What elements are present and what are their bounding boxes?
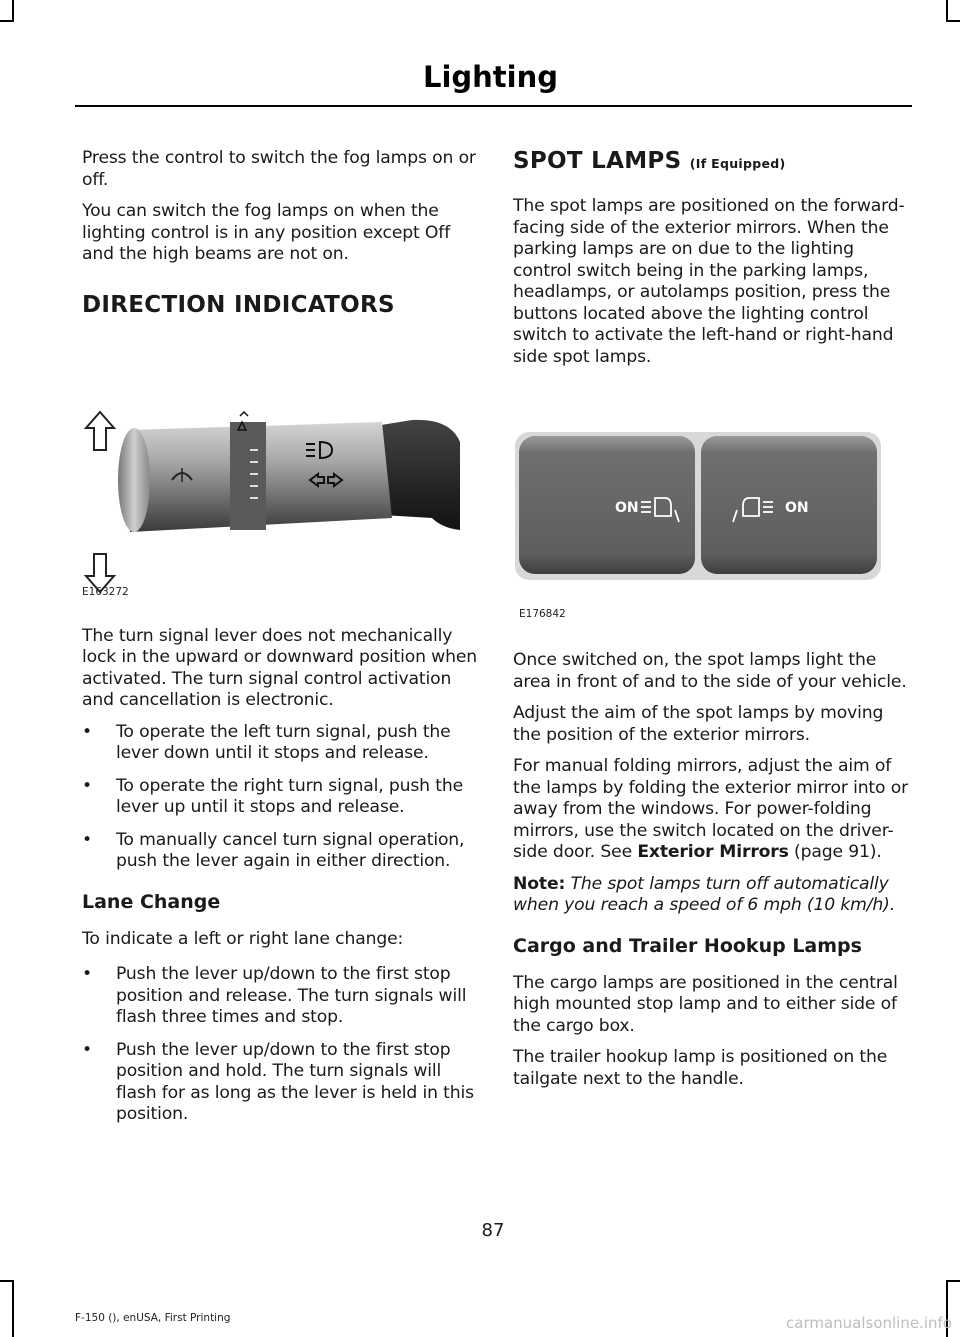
figure-code: E176842: [519, 608, 566, 620]
cargo-lamps-paragraph: The cargo lamps are positioned in the central high mounted stop lamp and to either side of the cargo box.: [513, 972, 898, 1036]
spot-lamp-buttons-figure: [513, 432, 908, 628]
watermark: carmanualsonline.info: [786, 1314, 952, 1332]
page-number: 87: [481, 1220, 505, 1241]
right-on-label: ON: [785, 500, 809, 516]
turn-signal-paragraph: The turn signal lever does not mechanically lock in the upward or downward position when activated. The turn signal control activation and cancellation is electronic.: [82, 625, 477, 710]
spot-lamp-buttons-illustration: [513, 432, 883, 582]
crop-mark: [946, 0, 948, 22]
header-divider: [75, 105, 912, 107]
crop-mark: [946, 1280, 960, 1282]
spot-lamps-light-paragraph: Once switched on, the spot lamps light the area in front of and to the side of your vehicle.: [513, 650, 907, 692]
fog-lamps-paragraph: Press the control to switch the fog lamps on or off.: [82, 148, 476, 190]
turn-signal-lever-illustration: [82, 410, 462, 594]
left-spot-lamp-button[interactable]: [519, 436, 695, 574]
lane-change-paragraph: To indicate a left or right lane change:: [82, 928, 404, 949]
cargo-lamps-heading: Cargo and Trailer Hookup Lamps: [513, 934, 862, 957]
footer-text: F-150 (), enUSA, First Printing: [75, 1312, 231, 1324]
list-item: • Push the lever up/down to the first stop position and hold. The turn signals will flash for as long as the lever is held in this position.: [82, 1039, 474, 1124]
spot-lamps-aim-paragraph: Adjust the aim of the spot lamps by moving the position of the exterior mirrors.: [513, 703, 884, 745]
crop-mark: [946, 20, 960, 22]
note-paragraph: Note: The spot lamps turn off automatically when you reach a speed of 6 mph (10 km/h).: [513, 873, 896, 915]
figure-code: E163272: [82, 585, 129, 598]
list-item: • To operate the left turn signal, push the lever down until it stops and release.: [82, 721, 451, 763]
crop-mark: [0, 1280, 14, 1282]
lane-change-heading: Lane Change: [82, 890, 221, 913]
lane-change-bullets: [82, 964, 477, 1126]
spot-lamps-heading: SPOT LAMPS (If Equipped): [513, 148, 786, 174]
folding-mirrors-paragraph: For manual folding mirrors, adjust the aim of the lamps by folding the exterior mirror into or away from the windows. For power-folding mirrors, use the switch located on the driver-side door. See Exterior Mirrors (page 91).: [513, 756, 908, 862]
crop-mark: [0, 20, 14, 22]
list-item: • To manually cancel turn signal operation, push the lever again in either direction.: [82, 829, 465, 871]
turn-signal-bullets: [82, 722, 477, 873]
list-item: • Push the lever up/down to the first stop position and release. The turn signals will flash three times and stop.: [82, 964, 467, 1027]
exterior-mirrors-link[interactable]: Exterior Mirrors: [637, 842, 789, 862]
trailer-hookup-paragraph: The trailer hookup lamp is positioned on the tailgate next to the handle.: [513, 1047, 888, 1089]
crop-mark: [12, 0, 14, 22]
up-down-arrows-icon: [86, 412, 114, 592]
page-title: Lighting: [422, 60, 558, 94]
fog-lamps-condition-paragraph: You can switch the fog lamps on when the lighting control is in any position except Off and the high beams are not on.: [82, 201, 451, 264]
right-column: [513, 148, 908, 1100]
left-column: [82, 148, 477, 1137]
list-item: • To operate the right turn signal, push the lever up until it stops and release.: [82, 775, 463, 817]
spot-lamps-paragraph: The spot lamps are positioned on the forward-facing side of the exterior mirrors. When the parking lamps are on due to the lighting control switch being in the parking lamps, headlamps, or autolamps position, press the buttons located above the lighting control switch to activate the left-hand or right-hand side spot lamps.: [513, 196, 905, 367]
left-on-label: ON: [615, 500, 639, 516]
if-equipped-label: (If Equipped): [689, 156, 786, 171]
crop-mark: [12, 1280, 14, 1337]
turn-signal-lever-figure: [82, 410, 477, 598]
direction-indicators-heading: DIRECTION INDICATORS: [82, 291, 395, 318]
